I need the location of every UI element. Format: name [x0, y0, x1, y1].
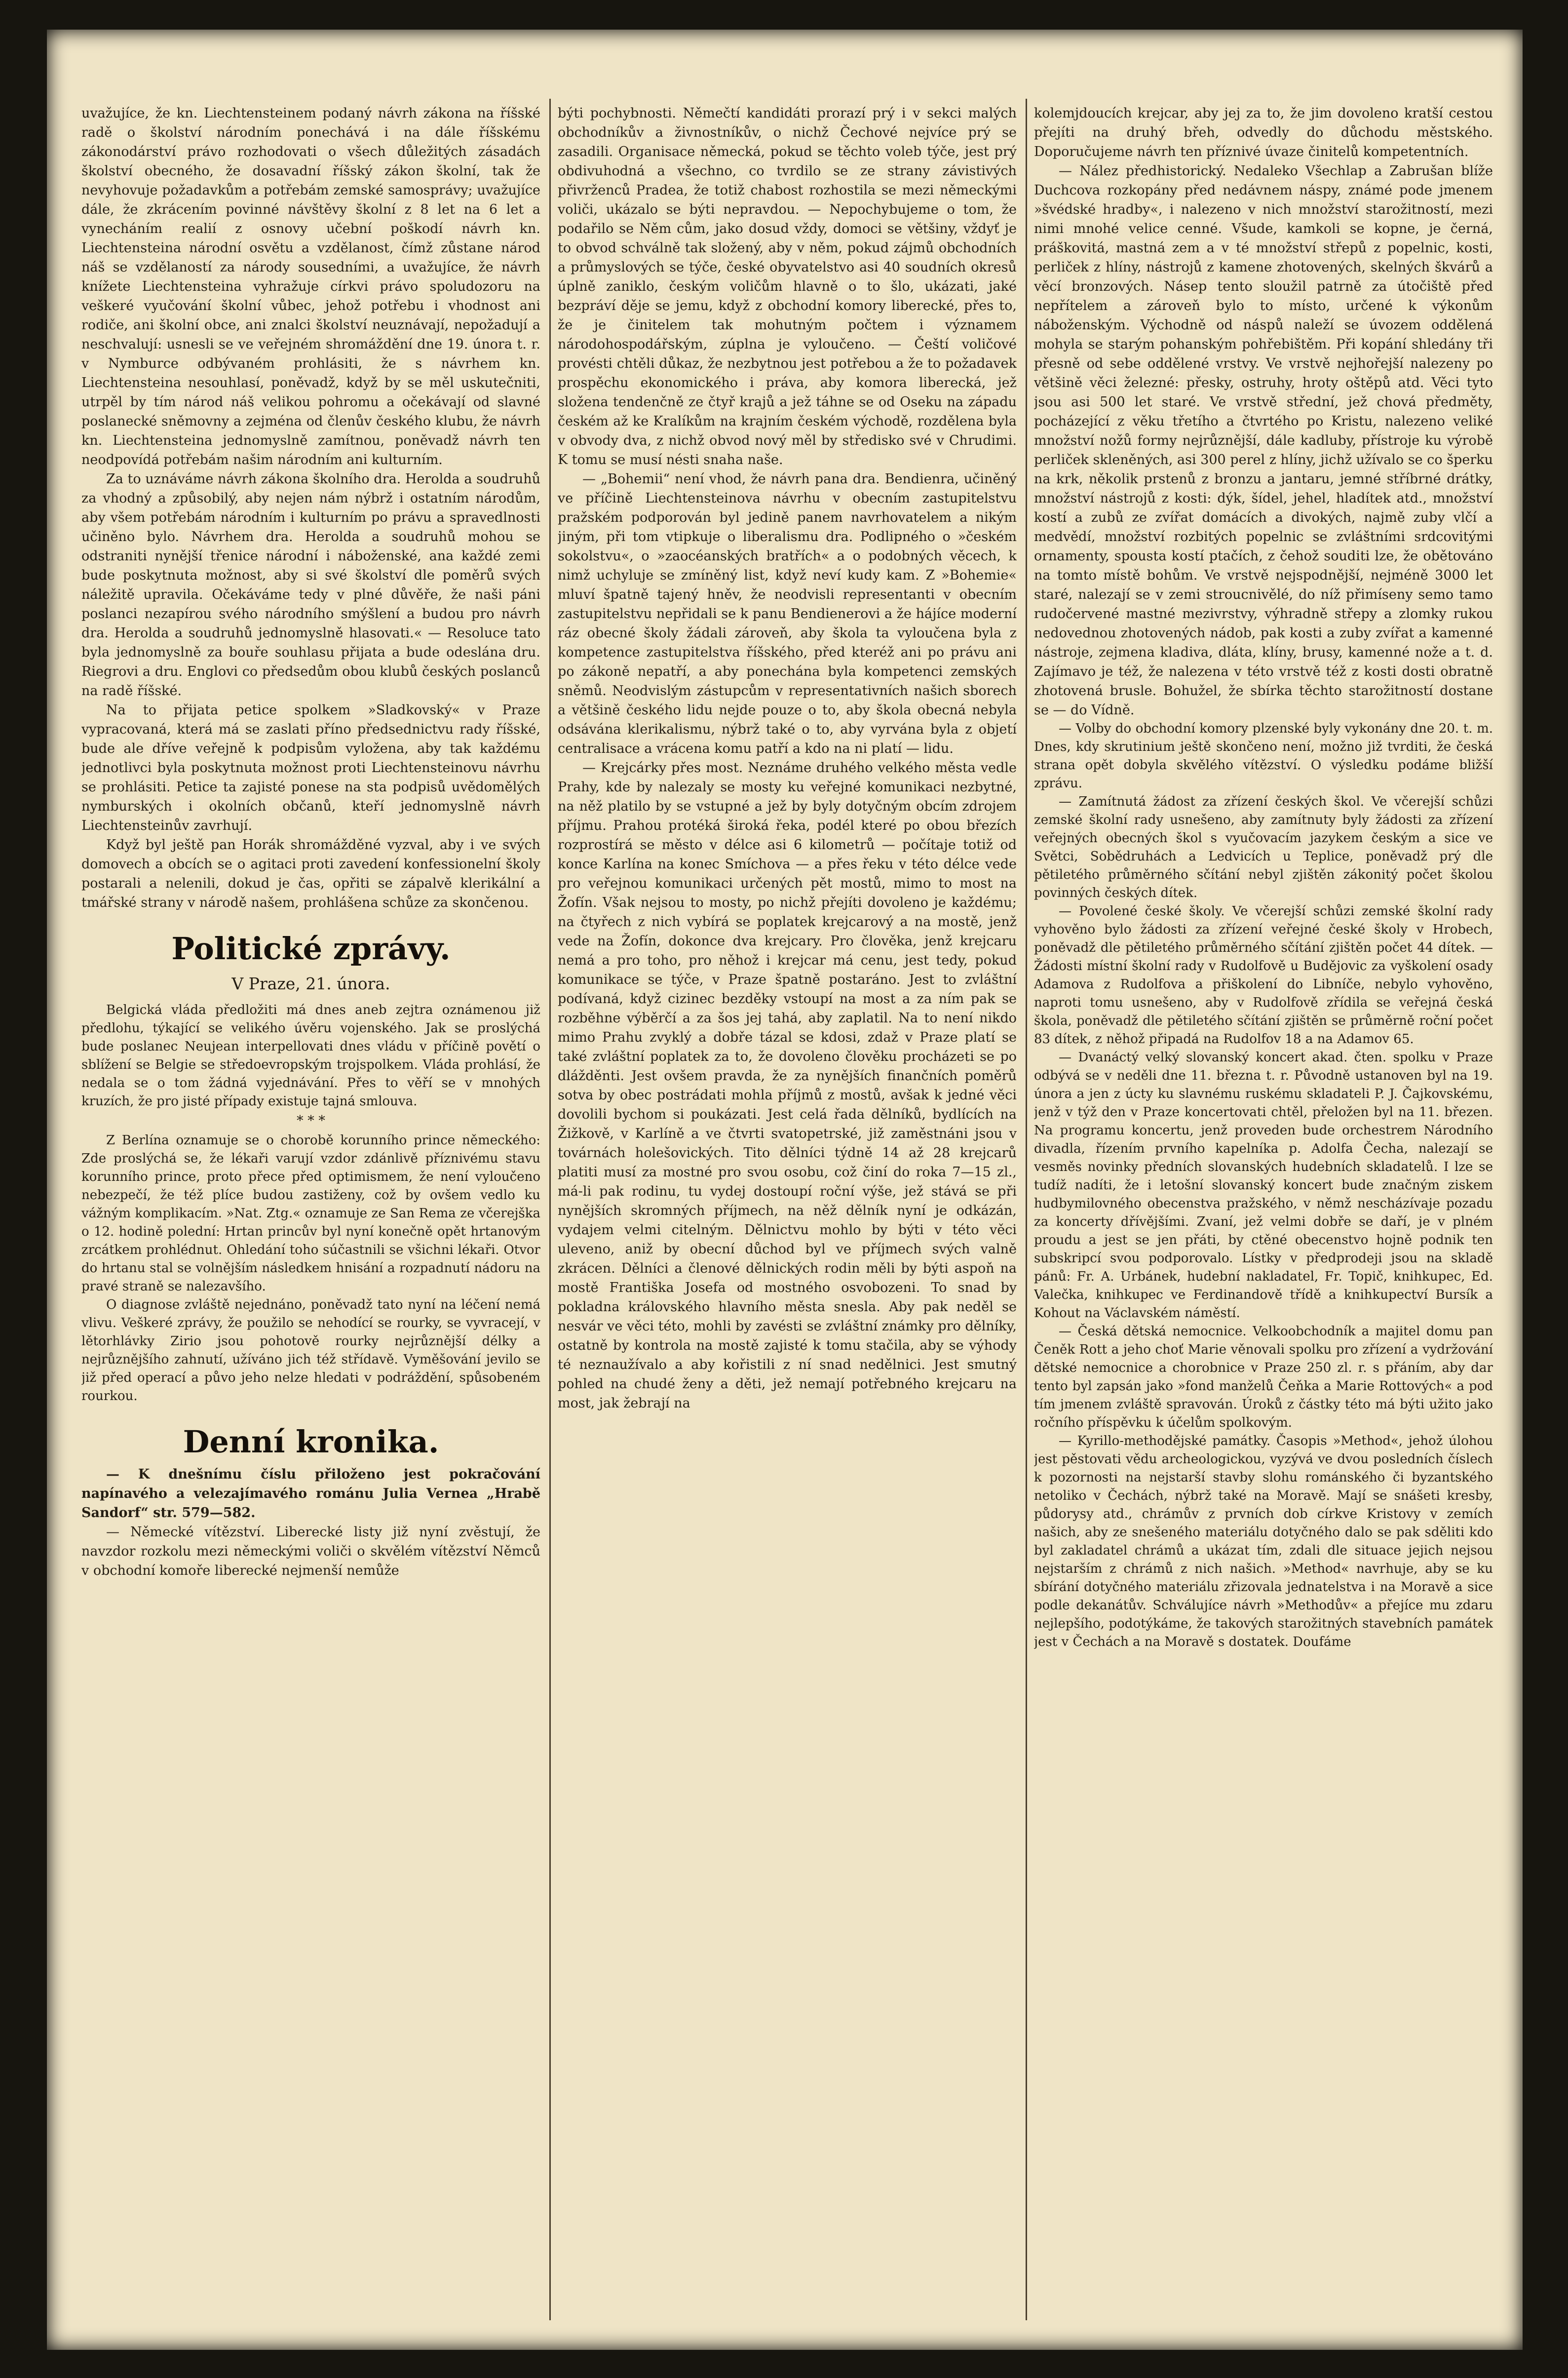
- news-item: — Dvanáctý velký slovanský koncert akad. čten. spolku v Praze odbývá se v neděli dne 11. března t. r. Původně ustanoven byl na 19. února a jen z úcty ku slavnému ruskému skladateli P. J. Čajkovskému, jenž v týž den v Praze koncertovati chtěl, přeložen byl na 11. březen. Na programu koncertu, jenž provеden bude orchestrem Národního divadla, řízením prvního kapelníka p. Adolfa Čecha, nalezají se vesměs novinky předních slovanských hudebních skladatelů. I lze se tudíž nadíti, že i letošní slovanský koncert bude značným ziskem hudbymilovného obecenstva pražského, v němž nescházívaje pozadu za koncerty dřívějšími. Zvaní, jež velmi dobře se daří, je v plném proudu a jest se jen přáti, by ctěné obecenstvo hojně podnik ten subskripcí svou podporovalo. Lístky v předprodeji jsou na skladě pánů: Fr. A. Urbánek, hudební nakladatel, Fr. Topič, knihkupec, Ed. Valečka, knihkupec ve Ferdinandově třídě a knihkupectví Bursík a Kohout na Václavském náměstí.: [1034, 1050, 1493, 1321]
- news-block: [81, 1001, 540, 1405]
- news-item: — Volby do obchodní komory plzenské byly vykonány dne 20. t. m. Dnes, kdy skrutinium ještě skončeno není, možno již tvrditi, že česká strana opět dobyla skvělého vítězství. O výsledku podáme bližší zprávu.: [1034, 721, 1493, 791]
- news-item: O diagnose zvláště nejednáno, poněvadž tato nyní na léčení nemá vlivu. Veškeré zprávy, že použilo se nehodící se rourky, se vyvracejí, v lětorhlávky Zirio jsou pohotově rourky nejrůznější délky a nejrůznějšího zahnutí, užíváno jich též střídavě. Vyměšování jevilo se již před operací a půvo jeho nelze hledati v podráždění, spůsobeném rourkou.: [81, 1297, 540, 1403]
- article-text: kolemjdoucích krejcar, aby jej za to, že jim dovoleno kratší cestou přejíti na druhý břeh, odvedly do důchodu městského. Doporučujeme návrh ten příznivé úvaze činitelů kompetentních.: [1034, 106, 1493, 159]
- news-block: [1034, 720, 1493, 1651]
- column-rule: [1026, 99, 1027, 2320]
- article-text: býti pochybnosti. Němečtí kandidáti prorazí prý i v sekci malých obchodníkův a živnostníkův, o nichž Čechové nejvíce prý se zasadili. Organisace německá, pokud se těchto voleb týče, jest prý obdivuhodná a všechno, co tvrdilo se ze strany závistivých přivrženců Pradea, že totiž chabost rozhostila se mezi německými voliči, ukázalo se býti nepravdou. — Nepochybujeme o tom, že podařilo se Něm cům, jako dosud vždy, domoci se většiny, vždyť je to obvod schválně tak složený, aby v něm, pokud zájmů obchodních a průmyslových se týče, české obyvatelstvo asi 40 soudních okresů úplně zaniklo, českým voličům hlavně o to šlo, ukázati, jaké bezpráví děje se jemu, když z obchodní komory liberecké, přes to, že je činitelem tak mohutným počtem i významem národohospodářským, zúplna je vyloučeno. — Čeští voličové provésti chtěli důkaz, že nezbytnou jest potřebou a že to požadavek prospěchu ekonomického i práva, aby komora liberecká, jež složena tendenčně ze čtyř krajů a jež táhne se od Oseku na západu českém až ke Kralíkům na krajním českém východě, rozdělena byla v obvody dva, z nichž obvod nový měl by středisko své v Chrudimi. K tomu se musí nésti snaha naše.: [558, 106, 1017, 468]
- article-text: Na to přijata petice spolkem »Sladkovský« v Praze vypracovaná, která má se zaslati příno předsednictvu rady říšské, bude ale dříve veřejně k podpisům vyložena, aby tak každému jednotlivci byla poskytnuta možnost proti Liechtensteinovu návrhu se prohlásiti. Petice ta zajisté ponese na sta podpisů uvědomělých nymburských i okolních občanů, kteří jednomyslně návrh Liechtensteinův zavrhují.: [81, 702, 540, 833]
- section-heading-denni-kronika: Denní kronika.: [183, 1424, 439, 1460]
- newspaper-page: [47, 30, 1523, 2350]
- dateline: V Praze, 21. února.: [231, 974, 390, 993]
- news-item: — „Bohemii“ není vhod, že návrh pana dra. Bendienra, učiněný ve příčině Liechtensteinova návrhu v obecním zastupitelstvu pražském podporován byl jedině panem navrhovatelem a nikým jiným, při tom vtipkuje o liberalismu dra. Podlipného o »českém sokolstvu«, o »zaocéanských bratřích« a o podobných věcech, k nimž uchyluje se zmíněný list, když neví kudy kam. Z »Bohemie« mluví špatně tajený hněv, že neodvisli representanti v obecním zastupitelstvu nepřidali se k panu Bendienerovi a že hájíce moderní ráz obecné školy žádali zároveň, aby škola ta vyloučena byla z kompetence zastupitelstva říšského, před kteréž ani po právu ani po zákoně nepatří, a aby ponechána byla kompetenci zemských sněmů. Neodvislým zástupcům v representativních našich sborech a většině českého lidu nejde pouze o to, aby škola obecná nebyla odsávána klerikalismu, nýbrž také o to, aby vyrvána byla z objetí centralisace a vrácena komu patří a kdo na ni platí — lidu.: [558, 471, 1017, 756]
- news-item: — Krejcárky přes most. Neznáme druhého velkého města vedle Prahy, kde by nalezaly se mosty ku veřejné komunikaci nezbytné, na něž platilo by se vstupné a jež by byly dotyčným obcím zdrojem příjmu. Prahou protéká široká řeka, podél které po obou březích rozprostírá se město v délce asi 6 kilometrů — počítaje totiž od konce Karlína na konec Smíchova — a přes řeku v této délce vede pro veřejnou komunikaci určených pět mostů, mimo to most na Žofín. Však nejsou to mosty, po nichž přejíti dovoleno je každému; na čtyřech z nich vybírá se poplatek krejcarový a na mostě, jenž vede na Žofín, dokonce dva krejcary. Pro člověka, jenž krejcaru nemá a pro toho, pro něhož i krejcar má cenu, jest tedy, pokud komunikace se týče, v Praze špatně postaráno. Jest to zvláštní podívaná, když cizinec bezděky vstoupí na most a za ním pak se rozběhne výběrčí a za šos jej tahá, aby zaplatil. Na to není nikdo mimo Prahu zvyklý a dobře tázal se kdosi, zdaž v Praze platí se také zvláštní poplatek za to, že dovoleno člověku procházeti se po dlážděnti. Jest ovšem pravda, že za nynějších finančních poměrů sotva by obec postrádati mohla příjmů z mostů, avšak k jedné věci dovolili bychom si poukázati. Jest celá řada dělníků, bydlících na Žižkově, v Karlíně a ve čtvrti svatopetrské, již zaměstnáni jsou v továrnách holešovických. Tito dělníci týdně 14 až 28 krejcarů platiti musí za mostné pro svou osobu, což činí do roka 7—15 zl., má-li pak rodinu, tu vydej dostoupí roční výše, jež stává se při nynějších skromných příjmech, na něž dělník nyní je odkázán, vydajem velmi citelným. Dělnictvu mohlo by býti v této věci uleveno, aniž by obecní důchod byl ve příjmech svých valně zkrácen. Dělníci a členové dělnických rodin měli by býti aspoň na mostě Františka Josefa od mostného osvobozeni. To snad by pokladna královského hlavního města snesla. Aby pak neděl se nesvár ve věci této, mohli by zavésti se zvláštní známky pro dělníky, ostatně by kontrola na mostě zajisté k tomu stačila, aby se výhody té neznaužívalo a aby kořistili z ní snad nedělnici. Jest smutný pohled na chudé ženy a děti, jež nemají potřebného krejcaru na most, jak žebrají na: [558, 760, 1017, 1411]
- article-text: Za to uznáváme návrh zákona školního dra. Herolda a soudruhů za vhodný a způsobilý, aby nejen nám nýbrž i ostatním národům, aby všem potřebám národním i kulturním po právu a spravedlnosti učiněno bylo. Návrhem dra. Herolda a soudruhů mohou se odstraniti nynější třenice národní i náboženské, ana každé zemi bude poskytnuta možnost, aby si své školství dle poměrů svých náležitě upravila. Očekáváme tedy v plné důvěře, že naši páni poslanci nezapírou svého národního smýšlení a budou pro návrh dra. Herolda a soudruhů jednomyslně hlasovati.« — Resoluce tato byla jednomyslně za bouře souhlasu přijata a bude odeslána dru. Riegrovi a dru. Englovi co předsedům obou klubů českých poslanců na radě říšské.: [81, 471, 540, 699]
- column-3: [1034, 104, 1493, 2325]
- news-item: — Německé vítězství. Liberecké listy již nyní zvěstují, že navzdor rozkolu mezi německými voliči o skvělém vítězství Němců v obchodní komoře liberecké nejmenší nemůže: [81, 1524, 540, 1578]
- article-text: Když byl ještě pan Horák shromážděné vyzval, aby i ve svých domovech a obcích se o agitaci proti zavedení konfessionelní školy postarali a nelenili, dokud je čas, opřiti se zápalvě klerikální a tmářské strany v národě našem, prohlášena schůze za skončenou.: [81, 837, 540, 910]
- column-1: [81, 104, 540, 2325]
- section-heading-politicke-zpravy: Politické zprávy.: [171, 931, 451, 967]
- article-text: uvažujíce, že kn. Liechtensteinem podaný návrh zákona na říšské radě o školství národním ponechává i na dále říšskému zákonodárství právo rozhodovati o všech důležitých zásadách školství obecného, že dosavadní říšský zákon školní, tak že nevyhovuje požadavkům a potřebám zemské samosprávy; uvažujíce dále, že zkrácením povinné návštěvy školní z 8 let na 6 let a vynecháním realií z osnovy učební poškodí návrh kn. Liechtensteina národní osvětu a vzdělanost, čímž zůstane národ náš se vzdělaností za národy sousedními, a uvažujíce, že návrh knížete Liechtensteina vyhražuje církvi právo spoludozoru na veškeré vyučování školní vůbec, jehož potřebu i vhodnost ani rodiče, ani školní obce, ani znalci školství neuznávají, nepožadují a neschvalují: usnesli se ve veřejném shromáždění dne 19. února t. r. v Nymburce odbývaném prohlásiti, že s návrhem kn. Liechtensteina nesouhlasí, poněvadž, když by se měl uskutečniti, utrpěl by tím národ náš velikou pohromu a očekávají od slavné poslanecké sněmovny a zejména od členův českého klubu, že návrh kn. Liechtensteina jednomyslně zamítnou, poněvadž návrh ten neodpovídá potřebám našim národním ani kulturním.: [81, 106, 540, 468]
- news-item: — Zamítnutá žádost za zřízení českých škol. Ve včerejší schůzi zemské školní rady usnešeno, aby zamítnuty byly žádosti za zřízení veřejných obecných škol s vyučovacím jazykem českým a sice ve Světci, Sobědruhách a Ledvicích u Teplice, poněvadž prý dle pětiletého průměrného sčítání nebyl zjištěn zákonitý počet školou povinných českých dítek.: [1034, 794, 1493, 900]
- news-item: Belgická vláda předložiti má dnes aneb zejtra oznámenou již předlohu, týkající se velikého úvěru vojenského. Jak se proslýchá bude poslanec Neujean interpellovati dnes vládu v příčině povětí o sblížení se Belgie se středoevropským trojspolkem. Vláda prohlásí, že nedala se o tom žádná vyjednávání. Přes to věří se v mnohých kruzích, že pro jisté případy existuje tajná smlouva.: [81, 1003, 540, 1109]
- news-item: — Povolené české školy. Ve včerejší schůzi zemské školní rady vyhověno bylo žádosti za zřízení veřejné české školy v Hrobech, poněvadž dle pětiletého průměrného sčítání zjištěn počet 44 dítek. — Žádosti místní školní rady v Rudolfově u Budějovic za vyškolení osady Adamova z Rudolfova a přiškolení do Libníče, nebylo vyhověno, naproti tomu usnešeno, aby v Rudolfově zřídila se veřejná česká škola, poněvadž dle pětiletého sčítání zjištěn se průměrně roční počet 83 dítek, z něhož připadá na Rudolfov 18 a na Adamov 65.: [1034, 904, 1493, 1047]
- news-item: — Česká dětská nemocnice. Velkoobchodník a majitel domu pan Čeněk Rott a jeho choť Marie věnovali spolku pro zřízení a vydržování dětské nemocnice a chorobnice v Praze 250 zl. r. s přáním, aby dar tento byl zapsán jako »fond manželů Čeňka a Marie Rottových« a pod tím jmenem zvláště spravován. Úroků z částky této má býti užito jako ročního příspěvku k účelům spolkovým.: [1034, 1324, 1493, 1430]
- news-item: — Kyrillo-methodějské památky. Časopis »Method«, jehož úlohou jest pěstovati vědu archeologickou, vyzývá ve dvou posledních číslech k pozornosti na nejstarší stavby slohu románského či byzantského netoliko v Čechách, nýbrž také na Moravě. Mají se snášeti kresby, půdorysy atd., chrámův z prvních dob církve Kristovy v zemích našich, aby ze snešeného materiálu dotyčného dalo se pak sděliti kdo byl zakladatel chrámů a ukázat tím, zdali dle situace jejich nejsou nejstarším z chrámů z nich našich. »Method« navrhuje, aby se ku sbírání dotyčného materiálu zřizovala jednatelstva i na Moravě a sice podle dekanátův. Schválujíce návrh »Methodův« a přejíce mu zdaru nejlepšího, podotýkáme, že takových starožitných stavebních památek jest v Čechách a na Moravě s dostatek. Doufáme: [1034, 1434, 1493, 1649]
- asterism-divider: * * *: [297, 1113, 325, 1129]
- news-item: — Nález předhistorický. Nedaleko Všechlap a Zabrušan blíže Duchcova rozkopány před nedávnem náspy, známé pode jmenem »švédské hradby«, i nalezeno v nich množství starožitností, mezi nimi mnohé velice cenné. Všude, kamkoli se kopne, je černá, práškovitá, mastná zem a v té množství střepů z popelnic, kosti, perliček z hlíny, nástrojů z kamene zhotovených, skelných škvárů a věcí bronzových. Násep tento sloužil patrně za útočiště před nepřítelem a zároveň bylo to místo, určené k výkonům náboženským. Východně od náspů naleží se úvozem oddělená mohyla se starým pohanským pohřebištěm. Při kopání shledány tři přesně od sebe oddělené vrstvy. Ve vrstvě nejhořejší nalezeny po většině věci železné: přesky, ostruhy, hroty oštěpů atd. Věci tyto jsou asi 500 let staré. Ve vrstvě střední, jež chová předměty, pocházející z věku třetího a čtvrtého po Kristu, nalezeno veliké množství nožů formy nejrůznější, dále kadluby, přístroje ku výrobě perliček skleněných, asi 300 perel z hlíny, jichž užívalo se co šperku na krk, několik prstenů z bronzu a jantaru, jemné stříbrné drátky, množství nástrojů z kosti: dýk, šídel, jehel, hladítek atd., množství kostí a zubů ze zvířat domácích a divokých, najmě zuby vlčí a medvědí, množství rozbitých popelnic se zvláštními srdcovitými ornamenty, spousta kostí ptačích, z čehož souditi lze, že obětováno na tomto místě bohům. Ve vrstvě nejspodnější, nejméně 3000 let staré, nalezají se v zemi stroucnivělé, do níž přimíseny semo tamo rudočervené mastné mezivrstvy, výhradně střepy a zlomky rukou nedovednou zhotovených nádob, pak kosti a zuby zvířat a kamenné nástroje, zejmena kladiva, dláta, klíny, brusy, kamenné nože a t. d. Zajímavo je též, že nalezena v této vrstvě též z kosti dosti obratně zhotovená brusle. Bohužel, že sbírka těchto starožitností dostane se — do Vídně.: [1034, 163, 1493, 718]
- column-2: [558, 104, 1017, 2325]
- news-item: Z Berlína oznamuje se o chorobě korunního prince německého: Zde proslýchá se, že lékaři varují vzdor zdánlivě příznivému stavu korunního prince, proto přece před optimismem, že není vyloučeno nebezpečí, že též plíce budou zastiženy, což by ovšem vedlo ku vážným komplikacím. »Nat. Ztg.« oznamuje ze San Rema ze včerejška o 12. hodině polední: Hrtan princův byl nyní konečně opět hrtanovým zrcátkem prohlédnut. Ohledání toho súčastnili se všichni lékaři. Otvor do hrtanu stal se volnějším následkem hnisání a rozpadnutí nádoru na pravé straně se nalezavšího.: [81, 1133, 540, 1294]
- news-item: — K dnešnímu číslu přiloženo jest pokračování napínavého a velezajímavého románu Julia Vernea „Hrabě Sandorf“ str. 579—582.: [81, 1467, 540, 1520]
- column-rule: [549, 99, 551, 2320]
